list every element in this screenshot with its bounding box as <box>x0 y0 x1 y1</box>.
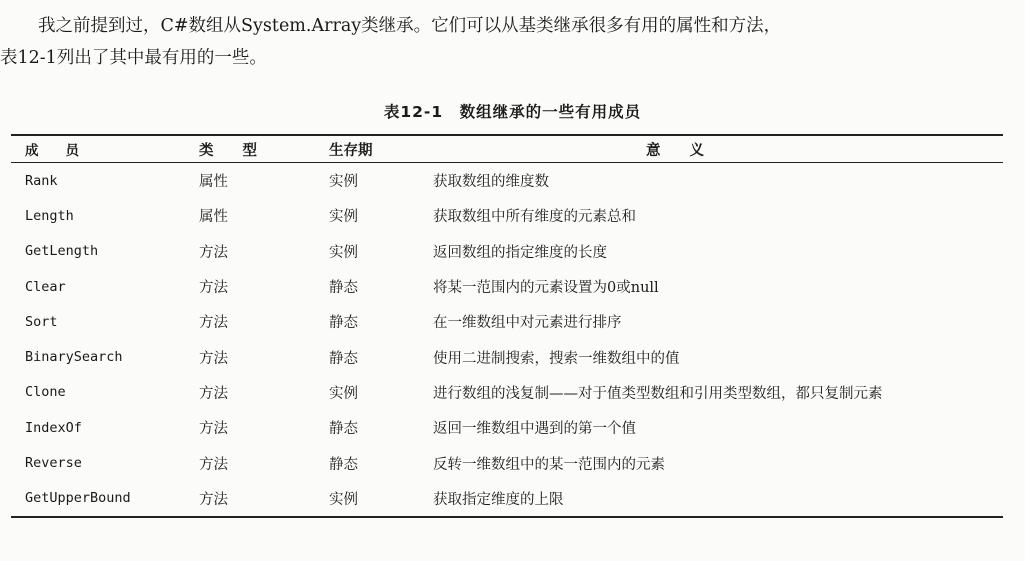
type-cell: 方法 <box>199 491 228 508</box>
header-lifetime: 生存期 <box>329 142 373 159</box>
table-row <box>11 375 1003 410</box>
lifetime-cell: 静态 <box>329 280 358 297</box>
table-header-row <box>11 135 1003 163</box>
meaning-cell: 进行数组的浅复制——对于值类型数组和引用类型数组，都只复制元素 <box>433 385 883 402</box>
member-cell: Rank <box>25 172 58 189</box>
lifetime-cell: 实例 <box>329 491 358 508</box>
lifetime-cell: 实例 <box>329 385 358 402</box>
type-cell: 方法 <box>199 421 228 438</box>
table-row <box>11 163 1003 199</box>
meaning-cell: 使用二进制搜索，搜索一维数组中的值 <box>433 350 680 367</box>
lifetime-cell: 实例 <box>329 174 358 191</box>
lifetime-cell: 静态 <box>329 315 358 332</box>
table-row <box>11 339 1003 374</box>
member-cell: GetLength <box>25 243 99 260</box>
member-cell: Reverse <box>25 455 82 472</box>
member-cell: IndexOf <box>25 419 82 436</box>
type-cell: 方法 <box>199 385 228 402</box>
table-row <box>11 198 1003 233</box>
table-caption: 表12-1 数组继承的一些有用成员 <box>383 103 642 121</box>
meaning-cell: 获取数组中所有维度的元素总和 <box>433 209 636 226</box>
table-row <box>11 481 1003 517</box>
member-cell: Length <box>25 207 74 224</box>
lifetime-cell: 静态 <box>329 350 358 367</box>
type-cell: 方法 <box>199 315 228 332</box>
lifetime-cell: 静态 <box>329 421 358 438</box>
type-cell: 属性 <box>199 209 228 226</box>
header-type: 类 型 <box>199 142 257 159</box>
lifetime-cell: 实例 <box>329 244 358 261</box>
meaning-cell: 返回一维数组中遇到的第一个值 <box>433 421 636 438</box>
members-table <box>11 134 1003 518</box>
meaning-cell: 将某一范围内的元素设置为0或null <box>433 280 659 297</box>
member-cell: GetUpperBound <box>25 490 131 507</box>
type-cell: 方法 <box>199 456 228 473</box>
table-row <box>11 269 1003 304</box>
member-cell: BinarySearch <box>25 349 123 366</box>
meaning-cell: 获取指定维度的上限 <box>433 491 564 508</box>
paragraph-line-1: 我之前提到过，C#数组从System.Array类继承。它们可以从基类继承很多有用的属性和方法， <box>38 16 782 36</box>
meaning-cell: 获取数组的维度数 <box>433 174 549 191</box>
paragraph-line-2: 表12-1列出了其中最有用的一些。 <box>0 48 267 68</box>
table-row <box>11 445 1003 480</box>
header-meaning: 意 义 <box>646 142 704 159</box>
meaning-cell: 在一维数组中对元素进行排序 <box>433 315 622 332</box>
type-cell: 属性 <box>199 174 228 191</box>
type-cell: 方法 <box>199 280 228 297</box>
lifetime-cell: 静态 <box>329 456 358 473</box>
member-cell: Clone <box>25 384 66 401</box>
header-member: 成 员 <box>25 143 79 159</box>
table-row <box>11 304 1003 339</box>
lifetime-cell: 实例 <box>329 209 358 226</box>
body-paragraph <box>0 10 1025 74</box>
table-row <box>11 234 1003 269</box>
type-cell: 方法 <box>199 244 228 261</box>
type-cell: 方法 <box>199 350 228 367</box>
meaning-cell: 返回数组的指定维度的长度 <box>433 244 607 261</box>
member-cell: Sort <box>25 313 58 330</box>
member-cell: Clear <box>25 278 66 295</box>
meaning-cell: 反转一维数组中的某一范围内的元素 <box>433 456 665 473</box>
table-row <box>11 410 1003 445</box>
